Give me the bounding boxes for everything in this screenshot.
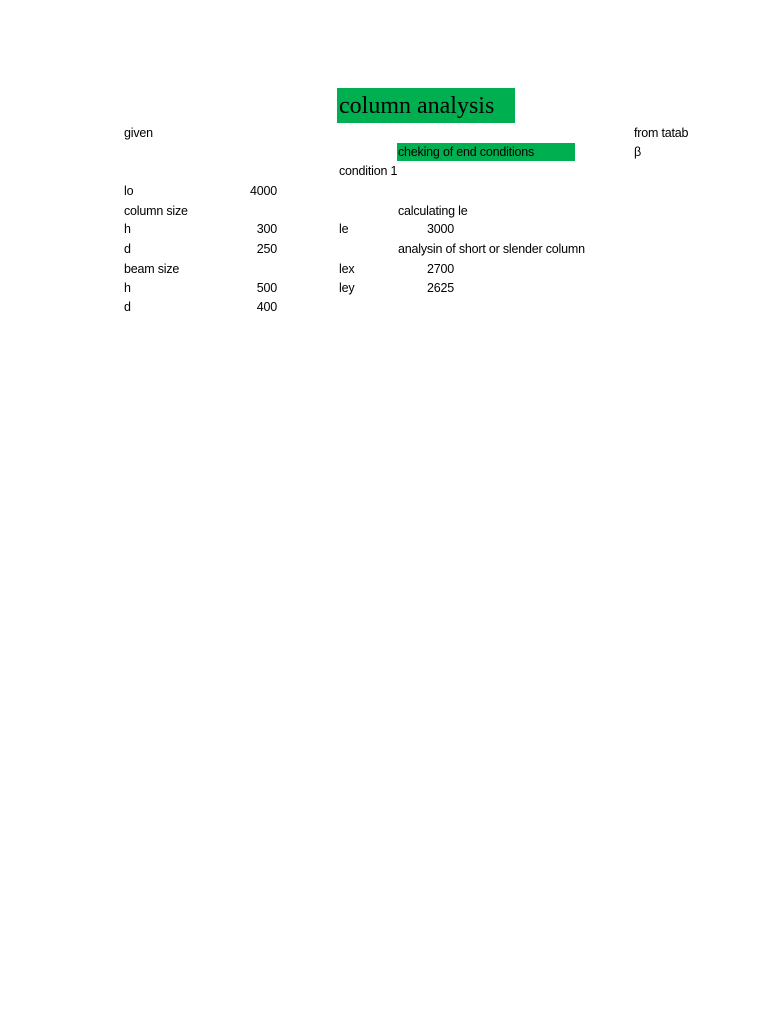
beam-size-label: beam size — [124, 262, 180, 276]
beam-d-label: d — [124, 300, 131, 314]
end-conditions-label: cheking of end conditions — [398, 145, 535, 159]
le-label: le — [339, 222, 349, 236]
beam-h-label: h — [124, 281, 131, 295]
column-size-label: column size — [124, 204, 188, 218]
ley-value: 2625 — [426, 281, 454, 295]
beam-d-value: 400 — [256, 300, 277, 314]
lex-label: lex — [339, 262, 355, 276]
ley-label: ley — [339, 281, 355, 295]
lo-value: 4000 — [249, 184, 277, 198]
analysis-label: analysin of short or slender column — [398, 242, 585, 256]
column-d-label: d — [124, 242, 131, 256]
from-table-label: from tatab — [634, 126, 689, 140]
column-d-value: 250 — [256, 242, 277, 256]
lo-label: lo — [124, 184, 134, 198]
calculating-le-label: calculating le — [398, 204, 468, 218]
column-h-label: h — [124, 222, 131, 236]
column-h-value: 300 — [256, 222, 277, 236]
lex-value: 2700 — [426, 262, 454, 276]
condition-label: condition 1 — [339, 164, 398, 178]
beam-h-value: 500 — [256, 281, 277, 295]
given-label: given — [124, 126, 153, 140]
sheet-title: column analysis — [339, 93, 495, 119]
le-value: 3000 — [426, 222, 454, 236]
beta-symbol: β — [634, 145, 641, 159]
